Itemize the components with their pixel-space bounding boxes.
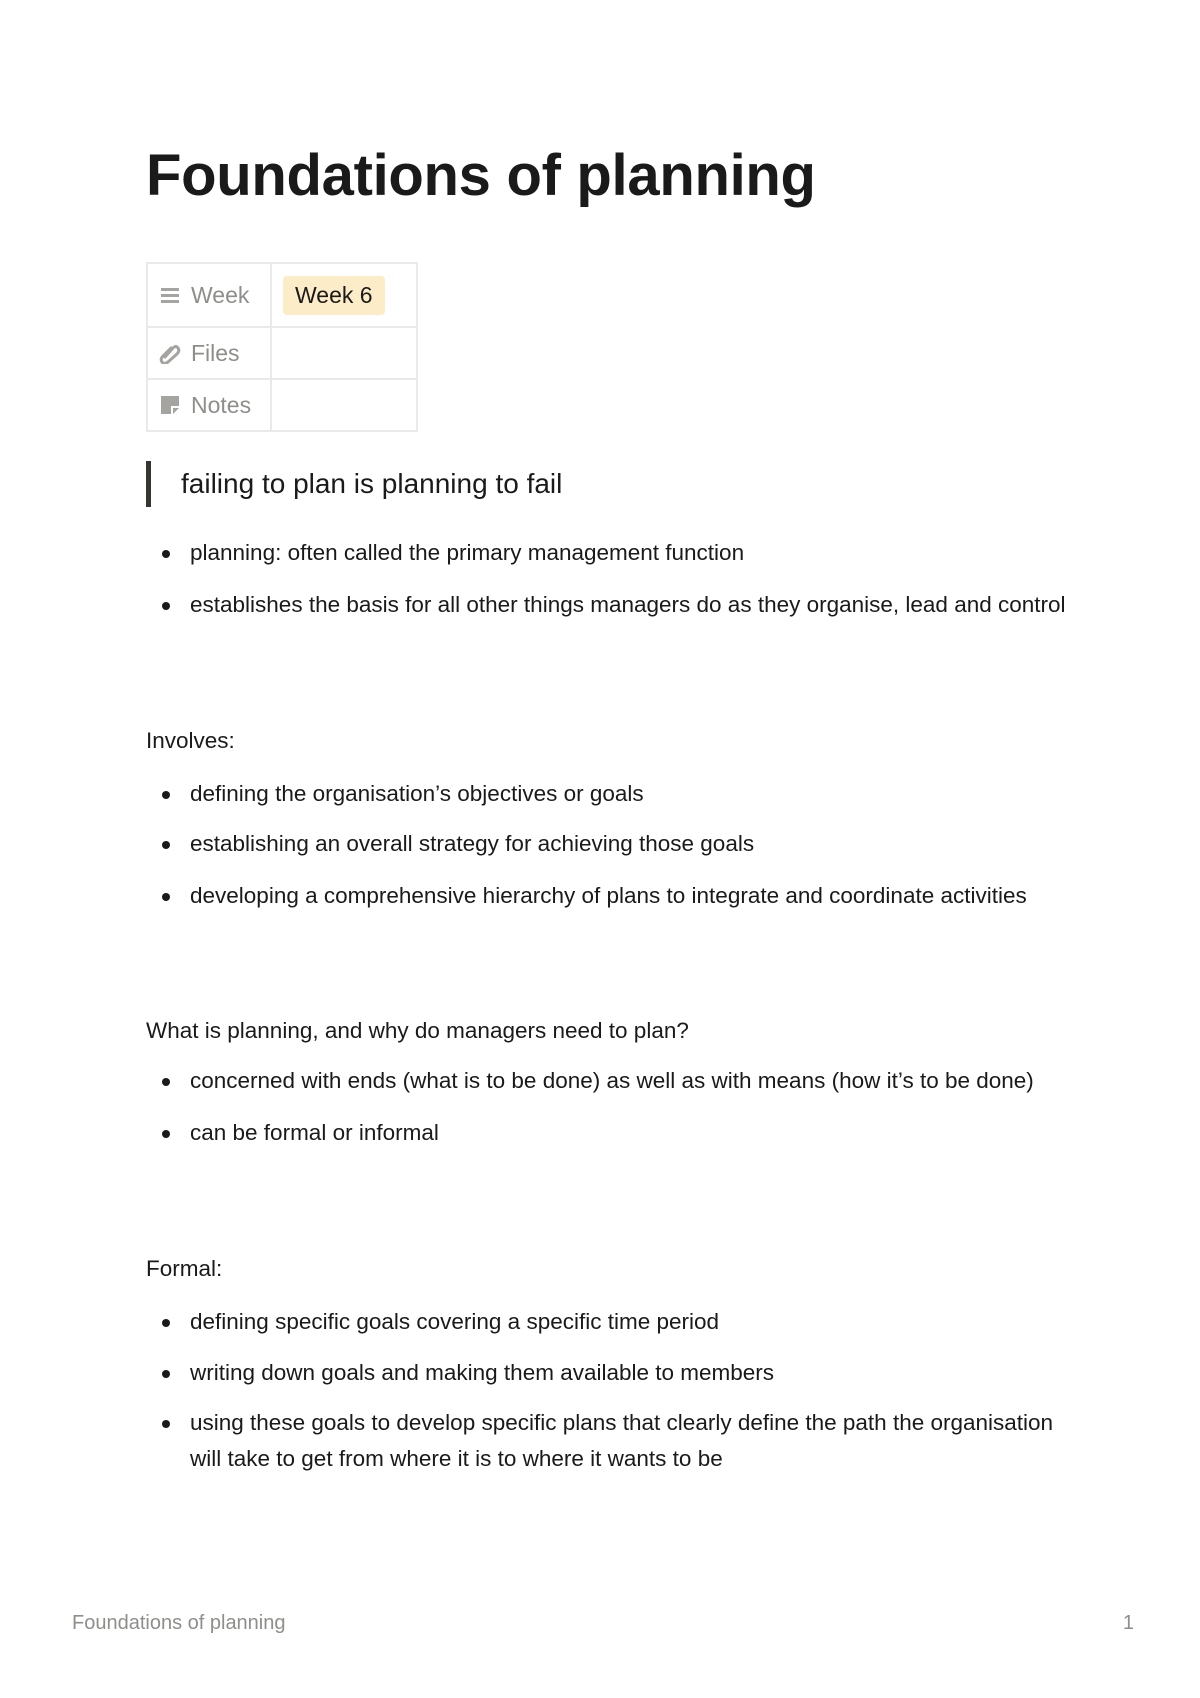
involves-heading: Involves: <box>146 728 235 753</box>
list-item: defining the organisation’s objectives or goals <box>146 776 1066 812</box>
why-heading: What is planning, and why do managers need to plan? <box>146 1018 689 1043</box>
involves-list <box>146 776 1066 914</box>
paperclip-icon <box>159 342 181 364</box>
list-icon <box>159 284 181 306</box>
property-value[interactable] <box>271 379 417 431</box>
intro-list <box>146 535 1066 623</box>
properties-table <box>146 262 418 432</box>
list-item: defining specific goals covering a specific time period <box>146 1304 1066 1340</box>
property-row-notes <box>147 379 417 431</box>
quote-block: failing to plan is planning to fail <box>146 461 562 507</box>
property-key <box>147 327 271 379</box>
formal-heading: Formal: <box>146 1256 223 1281</box>
list-item: using these goals to develop specific plans that clearly define the path the organisation will take to get from where it is to where it wants to be <box>146 1405 1066 1477</box>
formal-list <box>146 1304 1066 1477</box>
note-icon <box>159 394 181 416</box>
property-key <box>147 379 271 431</box>
list-item: concerned with ends (what is to be done) as well as with means (how it’s to be done) <box>146 1063 1066 1099</box>
property-label: Notes <box>191 391 252 418</box>
property-row-files <box>147 327 417 379</box>
property-key <box>147 263 271 327</box>
page-number: 1 <box>1122 1612 1134 1634</box>
list-item: developing a comprehensive hierarchy of plans to integrate and coordinate activities <box>146 878 1066 914</box>
property-label: Files <box>191 339 240 366</box>
list-item: establishes the basis for all other things managers do as they organise, lead and control <box>146 587 1066 623</box>
property-row-week <box>147 263 417 327</box>
why-list <box>146 1063 1066 1151</box>
list-item: planning: often called the primary management function <box>146 535 1066 571</box>
page-title: Foundations of planning <box>146 143 816 208</box>
list-item: can be formal or informal <box>146 1115 1066 1151</box>
property-value[interactable] <box>271 327 417 379</box>
footer-title: Foundations of planning <box>72 1612 286 1634</box>
list-item: establishing an overall strategy for achieving those goals <box>146 826 1066 862</box>
property-label: Week <box>191 281 250 308</box>
list-item: writing down goals and making them available to members <box>146 1355 1066 1391</box>
property-value[interactable] <box>271 263 417 327</box>
week-tag: Week 6 <box>283 276 385 315</box>
